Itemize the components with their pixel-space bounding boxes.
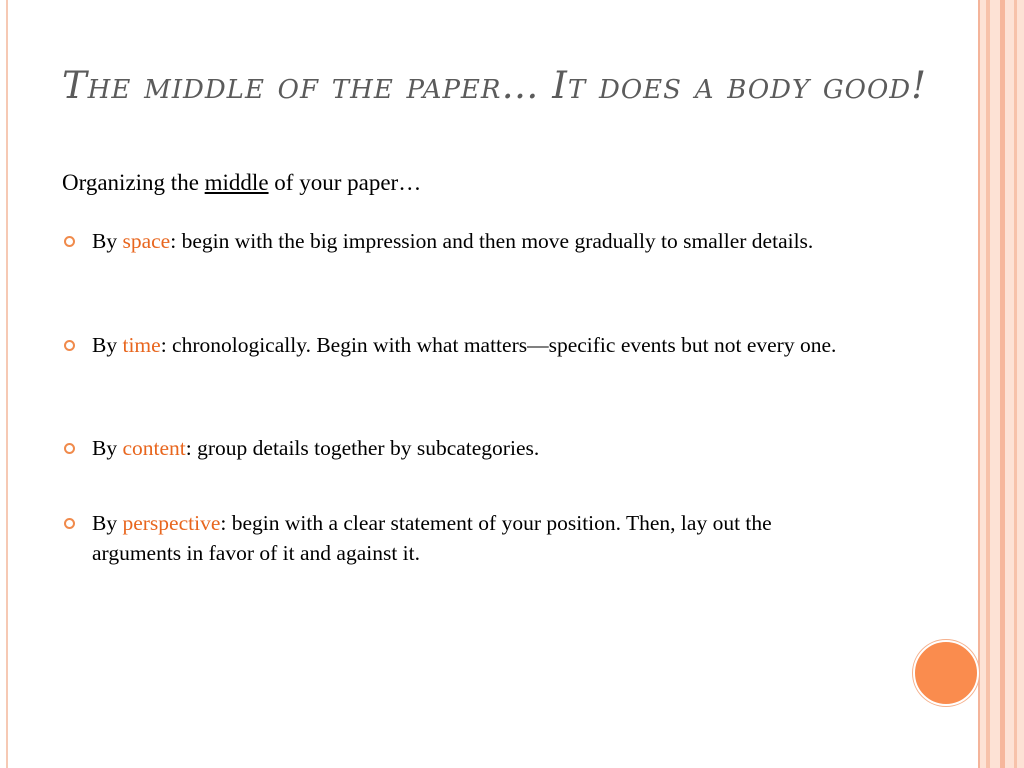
intro-after: of your paper… xyxy=(268,170,422,195)
bullet-lead: By xyxy=(92,229,123,253)
frame-right-line xyxy=(1000,0,1005,768)
bullet-text: : begin with the big impression and then move gradually to smaller details. xyxy=(170,229,814,253)
bullet-circle-icon xyxy=(64,518,75,529)
bullet-circle-icon xyxy=(64,443,75,454)
bullet-circle-icon xyxy=(64,340,75,351)
bullet-item-content xyxy=(62,433,539,463)
bullet-lead: By xyxy=(92,436,123,460)
bullet-circle-icon xyxy=(64,236,75,247)
frame-right-line xyxy=(986,0,990,768)
bullet-lead: By xyxy=(92,333,123,357)
bullet-item-time xyxy=(62,330,836,360)
bullet-item-perspective xyxy=(62,508,862,568)
decorative-circle xyxy=(913,640,979,706)
bullet-keyword: space xyxy=(122,229,171,253)
title-sub: It does a body good! xyxy=(552,64,928,107)
slide-title xyxy=(62,64,942,107)
intro-line xyxy=(62,170,421,196)
bullet-keyword: time xyxy=(122,333,161,357)
frame-right-line xyxy=(1014,0,1017,768)
frame-right-line xyxy=(978,0,980,768)
bullet-keyword: perspective xyxy=(122,511,221,535)
bullet-text: : chronologically. Begin with what matters—specific events but not every one. xyxy=(160,333,837,357)
intro-before: Organizing the xyxy=(62,170,205,195)
frame-left-line xyxy=(6,0,8,768)
bullet-text: : group details together by subcategories. xyxy=(185,436,540,460)
bullet-keyword: content xyxy=(122,436,186,460)
bullet-item-space xyxy=(62,226,813,256)
bullet-lead: By xyxy=(92,511,123,535)
title-main: The middle of the paper… xyxy=(62,64,540,107)
intro-underlined: middle xyxy=(204,170,269,195)
bullet-text: : begin with a clear statement of your position. Then, lay out the arguments in favor of it and against it. xyxy=(92,511,772,565)
